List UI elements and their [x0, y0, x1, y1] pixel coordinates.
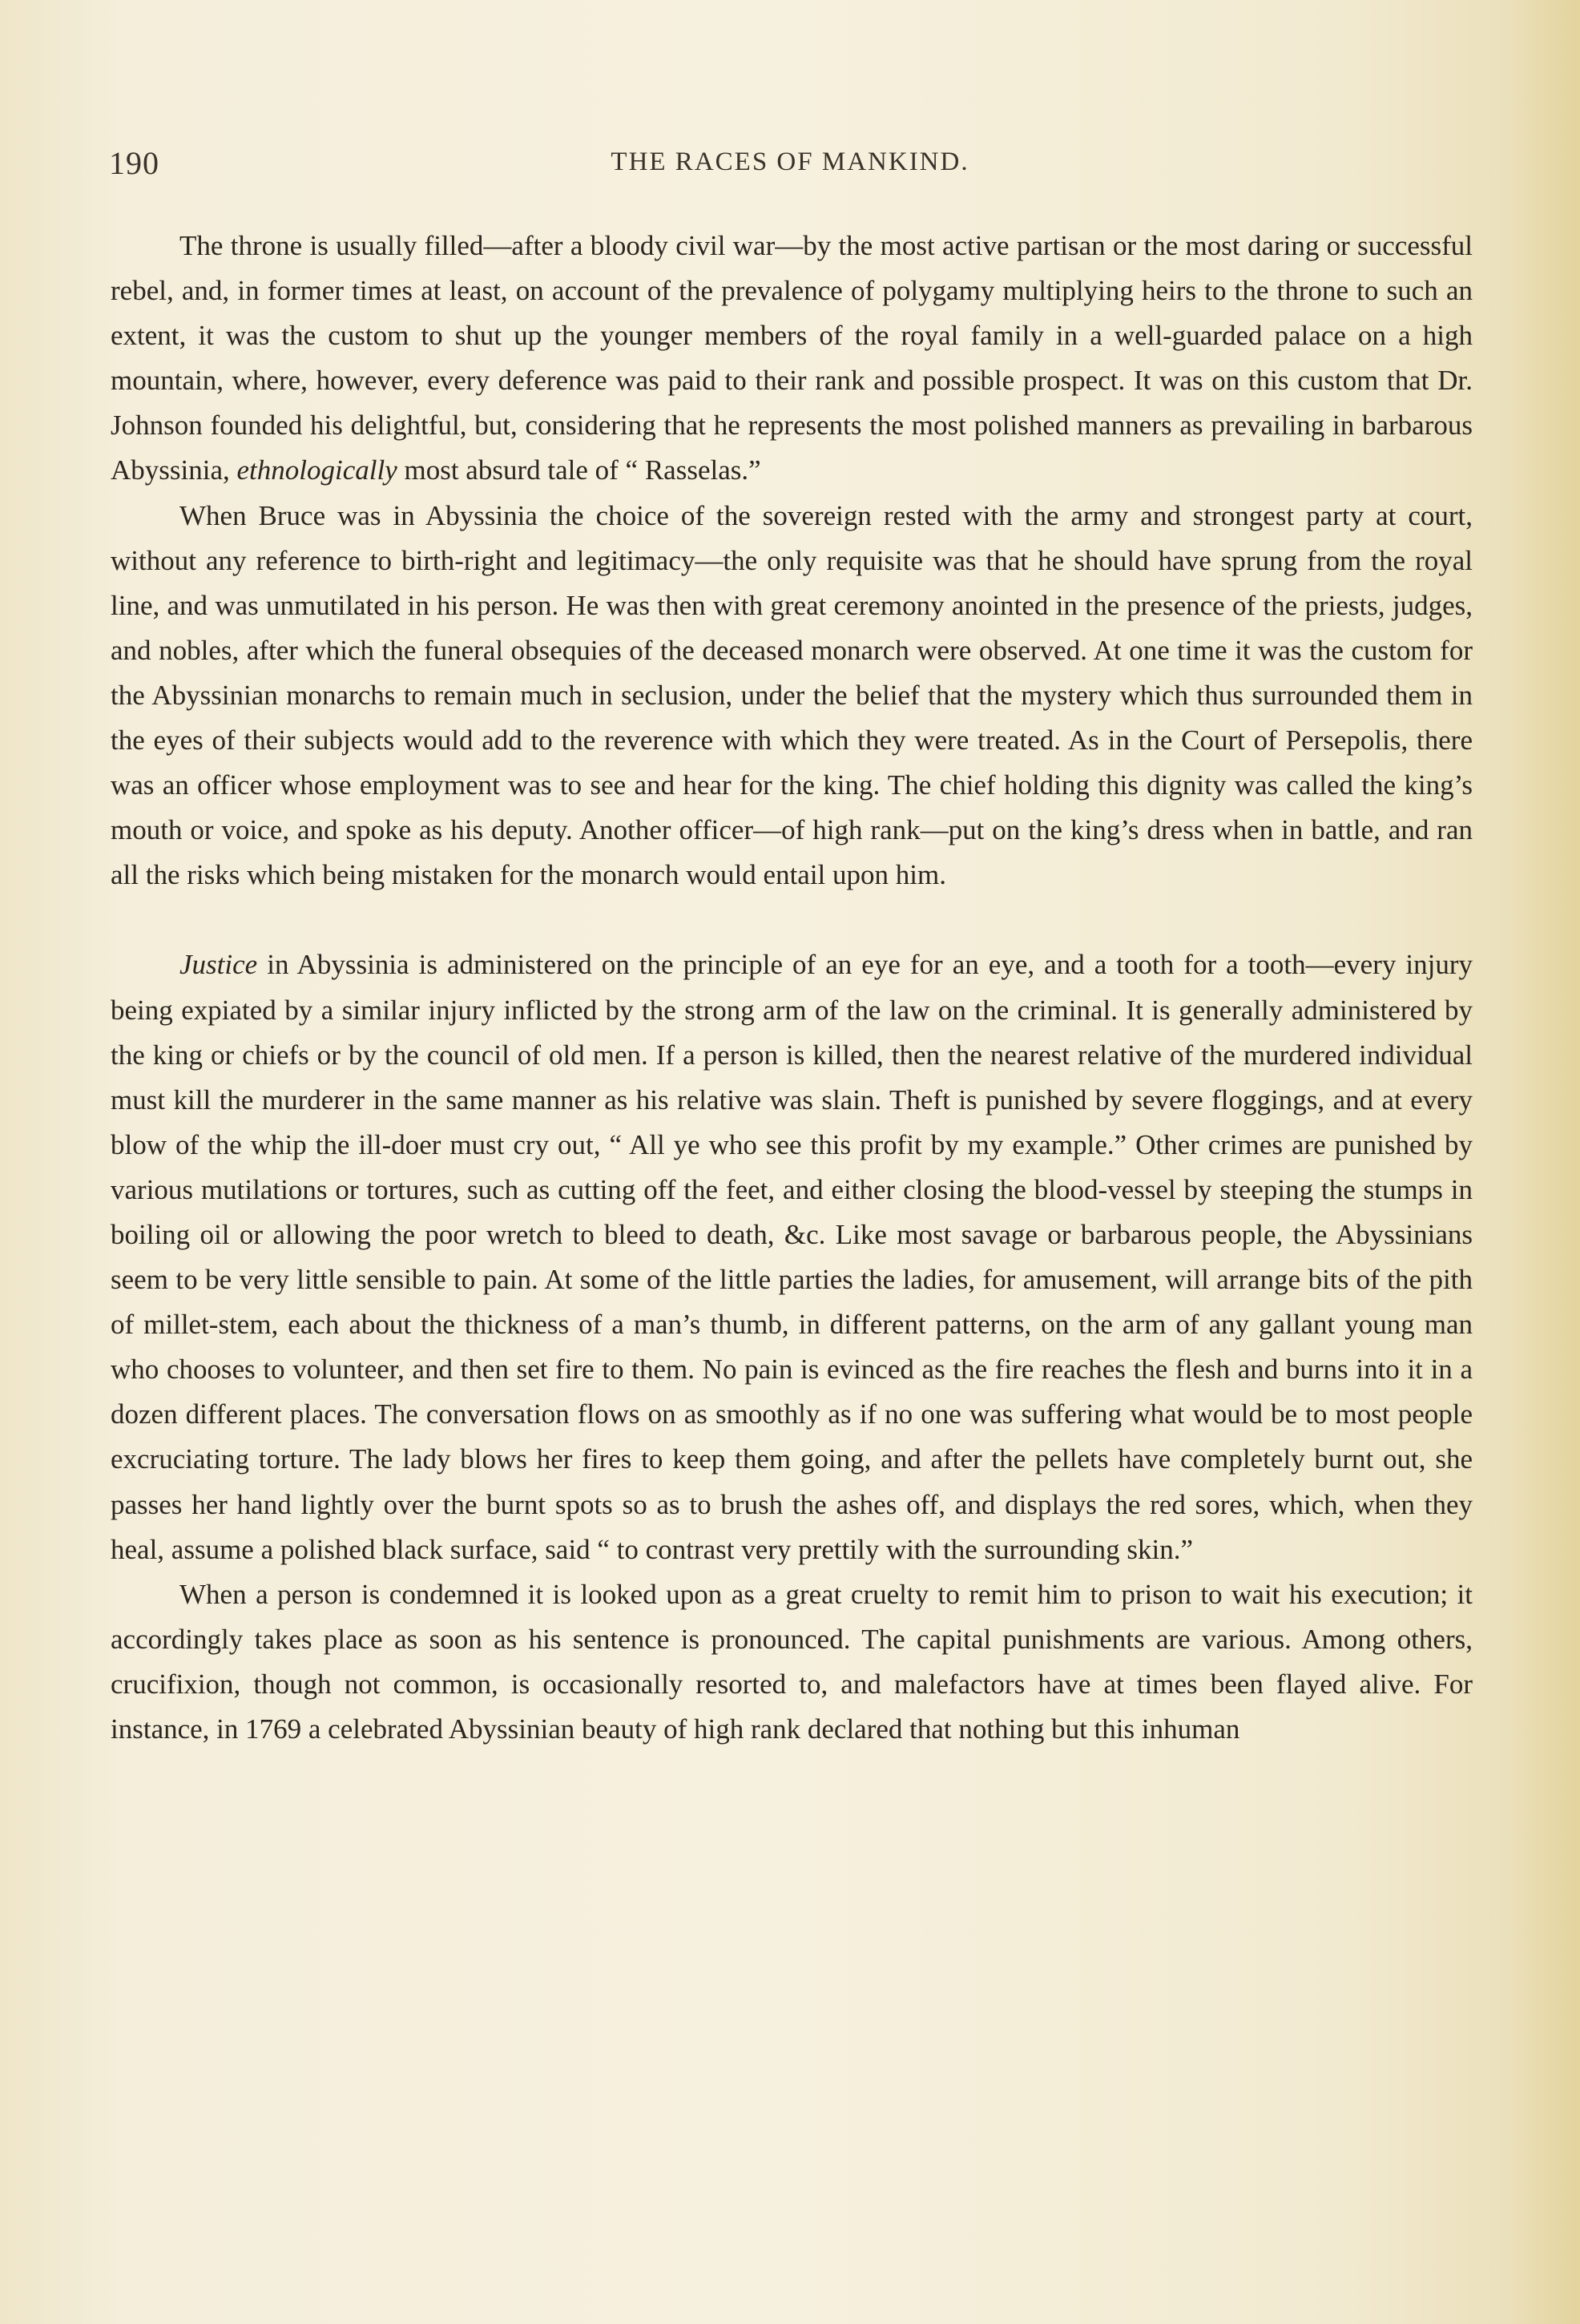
running-head [109, 144, 1471, 192]
page-edge-stain [1508, 0, 1580, 2324]
body-text [111, 224, 1473, 1752]
paragraph-justice [111, 942, 1473, 1572]
paragraph-throne [111, 224, 1473, 494]
paragraph-throne-end: most absurd tale of “ Rasselas.” [404, 454, 761, 486]
italic-justice: Justice [179, 949, 258, 981]
italic-ethnologically: ethnologically [236, 454, 397, 486]
running-title: THE RACES OF MANKIND. [611, 147, 969, 176]
paragraph-bruce: When Bruce was in Abyssinia the choice of the sovereign rested with the army and strongest party at court, without any reference to birth-right and legitimacy—the only requisite was that he should have sprung from the royal line, and was unmutilated in his person. He was then with great ceremony anointed in the presence of the priests, judges, and nobles, after which the funeral obsequies of the deceased monarch were observed. At one time it was the custom for the Abyssinian monarchs to remain much in seclusion, under the belief that the mystery which thus surrounded them in the eyes of their subjects would add to the reverence with which they were treated. As in the Court of Persepolis, there was an officer whose employment was to see and hear for the king. The chief holding this dignity was called the king’s mouth or voice, and spoke as his deputy. Another officer—of high rank—put on the king’s dress when in battle, and ran all the risks which being mistaken for the monarch would entail upon him. [111, 499, 1473, 891]
paragraph-justice-text: in Abyssinia is administered on the principle of an eye for an eye, and a tooth for a tooth—every injury being expiated by a similar injury inflicted by the strong arm of the law on the criminal. It is generally administered by the king or chiefs or by the council of old men. If a person is killed, then the nearest relative of the murdered individual must kill the murderer in the same manner as his relative was slain. Theft is punished by severe floggings, and at every blow of the whip the ill-doer must cry out, “ All ye who see this profit by my example.” Other crimes are punished by various mutilations or tortures, such as cutting off the feet, and either closing the blood-vessel by steeping the stumps in boiling oil or allowing the poor wretch to bleed to death, &c. Like most savage or barbarous people, the Abyssinians seem to be very little sensible to pain. At some of the little parties the ladies, for amusement, will arrange bits of the pith of millet-stem, each about the thickness of a man’s thumb, in different patterns, on the arm of any gallant young man who chooses to volunteer, and then set fire to them. No pain is evinced as the fire reaches the flesh and burns into it in a dozen different places. The conversation flows on as smoothly as if no one was suffering what would be to most people excruciating torture. The lady blows her fires to keep them going, and after the pellets have completely burnt out, she passes her hand lightly over the burnt spots so as to brush the ashes off, and displays the red sores, which, when they heal, assume a polished black surface, said “ to contrast very prettily with the surrounding skin.” [111, 949, 1473, 1565]
paragraph-throne-text: The throne is usually filled—after a bloody civil war—by the most active partisan or the most daring or successful rebel, and, in former times at least, on account of the prevalence of polygamy multiplying heirs to the throne to such an extent, it was the custom to shut up the younger members of the royal family in a well-guarded palace on a high mountain, where, however, every deference was paid to their rank and possible prospect. It was on this custom that Dr. Johnson founded his delightful, but, considering that he represents the most polished manners as prevailing in barbarous Abyssinia, [111, 230, 1473, 486]
paragraph-condemned: When a person is condemned it is looked upon as a great cruelty to remit him to prison to wait his execution; it accordingly takes place as soon as his sentence is pronounced. The capital punishments are various. Among others, crucifixion, though not common, is occasionally resorted to, and malefactors have at times been flayed alive. For instance, in 1769 a celebrated Abyssinian beauty of high rank declared that nothing but this inhuman [111, 1578, 1473, 1745]
page-number: 190 [109, 145, 159, 181]
